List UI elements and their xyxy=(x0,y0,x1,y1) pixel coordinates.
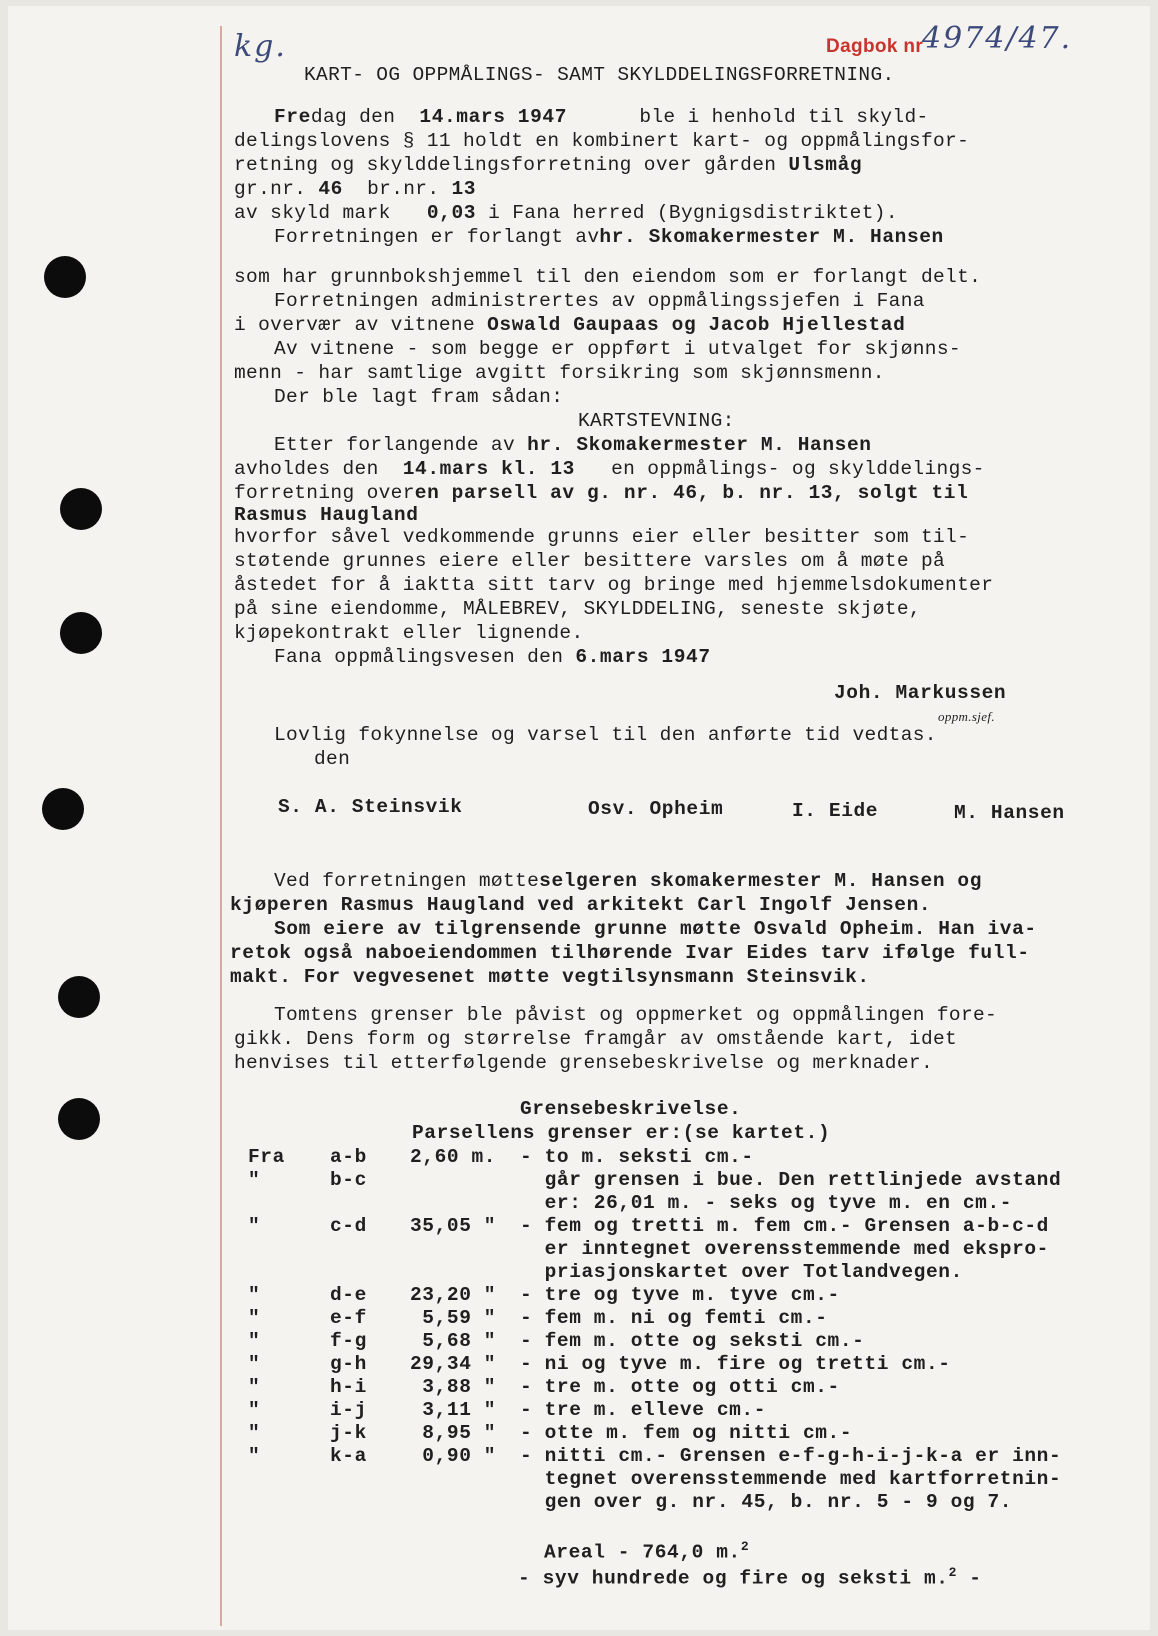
kartstevning-line-6: støtende grunnes eiere eller besittere varsles om å møte på xyxy=(234,550,946,572)
row-length: 3,11 " xyxy=(410,1399,497,1421)
mote-line-3: Som eiere av tilgrensende grunne møtte Osvald Opheim. Han iva- xyxy=(274,918,1037,940)
row-description: - tre m. elleve cm.- xyxy=(520,1399,767,1421)
punch-hole xyxy=(42,788,84,830)
mote-line-4: retok også naboeiendommen tilhørende Ivar Eides tarv ifølge full- xyxy=(230,942,1030,964)
handwritten-initials: kg. xyxy=(234,29,287,64)
row-segment: h-i xyxy=(330,1376,367,1398)
intro-line-3: retning og skylddelingsforretning over gården Ulsmåg xyxy=(234,154,863,176)
tomt-line-2: gikk. Dens form og størrelse framgår av omstående kart, idet xyxy=(234,1028,958,1050)
journal-stamp: Dagbok nr xyxy=(826,36,924,57)
row-segment: a-b xyxy=(330,1146,367,1168)
row-description: tegnet overensstemmende med kartforretnin- xyxy=(520,1468,1062,1490)
mote-line-5: makt. For vegvesenet møtte vegtilsynsmann Steinsvik. xyxy=(230,966,870,988)
row-length: 0,90 " xyxy=(410,1445,497,1467)
areal-line: Areal - 764,0 m.$^2$ xyxy=(544,1539,750,1564)
intro-line-8: Forretningen administrertes av oppmålingssjefen i Fana xyxy=(274,290,925,312)
kartstevning-line-9: kjøpekontrakt eller lignende. xyxy=(234,622,584,644)
row-description: er inntegnet overensstemmende med ekspro- xyxy=(520,1238,1049,1260)
areal-words: - syv hundrede og fire og seksti m.$^2$ - xyxy=(518,1565,982,1590)
intro-line-12: Der ble lagt fram sådan: xyxy=(274,386,564,408)
row-from: " xyxy=(248,1169,261,1191)
punch-hole xyxy=(44,256,86,298)
row-segment: c-d xyxy=(330,1215,367,1237)
row-from: " xyxy=(248,1215,261,1237)
document-title: KART- OG OPPMÅLINGS- SAMT SKYLDDELINGSFORRETNING. xyxy=(304,64,895,86)
row-description: priasjonskartet over Totlandvegen. xyxy=(520,1261,963,1283)
signature-name: Joh. Markussen xyxy=(834,682,1007,704)
row-description: går grensen i bue. Den rettlinjede avstand xyxy=(520,1169,1062,1191)
row-length: 29,34 " xyxy=(410,1353,497,1375)
row-description: er: 26,01 m. - seks og tyve m. en cm.- xyxy=(520,1192,1013,1214)
row-description: - fem m. ni og femti cm.- xyxy=(520,1307,828,1329)
row-segment: f-g xyxy=(330,1330,367,1352)
row-from: " xyxy=(248,1422,261,1444)
row-description: - fem og tretti m. fem cm.- Grensen a-b-c-d xyxy=(520,1215,1049,1237)
kartstevning-line-7: åstedet for å iaktta sitt tarv og bringe med hjemmelsdokumenter xyxy=(234,574,994,596)
kartstevning-line-3: forretning overen parsell av g. nr. 46, b. nr. 13, solgt til xyxy=(234,482,969,504)
row-segment: j-k xyxy=(330,1422,367,1444)
row-length: 5,59 " xyxy=(410,1307,497,1329)
row-from: " xyxy=(248,1376,261,1398)
row-length: 3,88 " xyxy=(410,1376,497,1398)
witness-signature: M. Hansen xyxy=(954,802,1065,824)
kartstevning-line-10: Fana oppmålingsvesen den 6.mars 1947 xyxy=(274,646,711,668)
margin-rule xyxy=(220,26,222,1626)
grense-subheading: Parsellens grenser er:(se kartet.) xyxy=(412,1122,831,1144)
punch-hole xyxy=(60,612,102,654)
row-description: - tre m. otte og otti cm.- xyxy=(520,1376,840,1398)
row-description: - to m. seksti cm.- xyxy=(520,1146,754,1168)
varsel-line-1: Lovlig fokynnelse og varsel til den anførte tid vedtas. xyxy=(274,724,937,746)
punch-hole xyxy=(60,488,102,530)
signature-title: oppm.sjef. xyxy=(938,709,995,724)
tomt-line-1: Tomtens grenser ble påvist og oppmerket og oppmålingen fore- xyxy=(274,1004,998,1026)
row-length: 5,68 " xyxy=(410,1330,497,1352)
kartstevning-line-8: på sine eiendomme, MÅLEBREV, SKYLDDELING, seneste skjøte, xyxy=(234,598,921,620)
row-description: - fem m. otte og seksti cm.- xyxy=(520,1330,865,1352)
intro-line-2: delingslovens § 11 holdt en kombinert kart- og oppmålingsfor- xyxy=(234,130,970,152)
kartstevning-heading: KARTSTEVNING: xyxy=(578,410,735,432)
grense-heading: Grensebeskrivelse. xyxy=(520,1098,742,1120)
kartstevning-line-5: hvorfor såvel vedkommende grunns eier eller besitter som til- xyxy=(234,526,970,548)
row-description: - tre og tyve m. tyve cm.- xyxy=(520,1284,840,1306)
punch-hole xyxy=(58,1098,100,1140)
row-description: gen over g. nr. 45, b. nr. 5 - 9 og 7. xyxy=(520,1491,1013,1513)
row-length: 8,95 " xyxy=(410,1422,497,1444)
kartstevning-line-1: Etter forlangende av hr. Skomakermester M. Hansen xyxy=(274,434,872,456)
row-length: 23,20 " xyxy=(410,1284,497,1306)
row-from: " xyxy=(248,1399,261,1421)
row-from: " xyxy=(248,1445,261,1467)
intro-line-10: Av vitnene - som begge er oppført i utvalget for skjønns- xyxy=(274,338,961,360)
witness-signature: S. A. Steinsvik xyxy=(278,796,463,818)
row-from: " xyxy=(248,1284,261,1306)
row-from: " xyxy=(248,1330,261,1352)
row-description: - ni og tyve m. fire og tretti cm.- xyxy=(520,1353,951,1375)
row-description: - nitti cm.- Grensen e-f-g-h-i-j-k-a er inn- xyxy=(520,1445,1062,1467)
journal-number: 4974/47. xyxy=(922,21,1073,56)
row-description: - otte m. fem og nitti cm.- xyxy=(520,1422,853,1444)
witness-signature: I. Eide xyxy=(792,800,879,822)
row-length: 35,05 " xyxy=(410,1215,497,1237)
mote-line-2: kjøperen Rasmus Haugland ved arkitekt Carl Ingolf Jensen. xyxy=(230,894,932,916)
row-from: Fra xyxy=(248,1146,285,1168)
kartstevning-line-2: avholdes den 14.mars kl. 13 en oppmålings- og skylddelings- xyxy=(234,458,985,480)
row-from: " xyxy=(248,1353,261,1375)
row-length: 2,60 m. xyxy=(410,1146,497,1168)
row-segment: g-h xyxy=(330,1353,367,1375)
intro-line-7: som har grunnbokshjemmel til den eiendom som er forlangt delt. xyxy=(234,266,982,288)
row-segment: i-j xyxy=(330,1399,367,1421)
row-segment: e-f xyxy=(330,1307,367,1329)
row-from: " xyxy=(248,1307,261,1329)
intro-line-5: av skyld mark 0,03 i Fana herred (Bygnigsdistriktet). xyxy=(234,202,898,224)
intro-line-6: Forretningen er forlangt avhr. Skomakermester M. Hansen xyxy=(274,226,944,248)
kartstevning-line-4: Rasmus Haugland xyxy=(234,504,419,526)
mote-line-1: Ved forretningen møtteselgeren skomakermester M. Hansen og xyxy=(274,870,983,892)
row-segment: b-c xyxy=(330,1169,367,1191)
tomt-line-3: henvises til etterfølgende grensebeskrivelse og merknader. xyxy=(234,1052,934,1074)
row-segment: d-e xyxy=(330,1284,367,1306)
intro-line-4: gr.nr. 46 br.nr. 13 xyxy=(234,178,477,200)
intro-line-11: menn - har samtlige avgitt forsikring som skjønnsmenn. xyxy=(234,362,885,384)
document-page xyxy=(8,6,1150,1630)
intro-line-1: Fredag den 14.mars 1947 ble i henhold til skyld- xyxy=(274,106,929,128)
intro-line-9: i overvær av vitnene Oswald Gaupaas og Jacob Hjellestad xyxy=(234,314,906,336)
row-segment: k-a xyxy=(330,1445,367,1467)
witness-signature: Osv. Opheim xyxy=(588,798,724,820)
punch-hole xyxy=(58,976,100,1018)
varsel-line-2: den xyxy=(314,748,351,770)
